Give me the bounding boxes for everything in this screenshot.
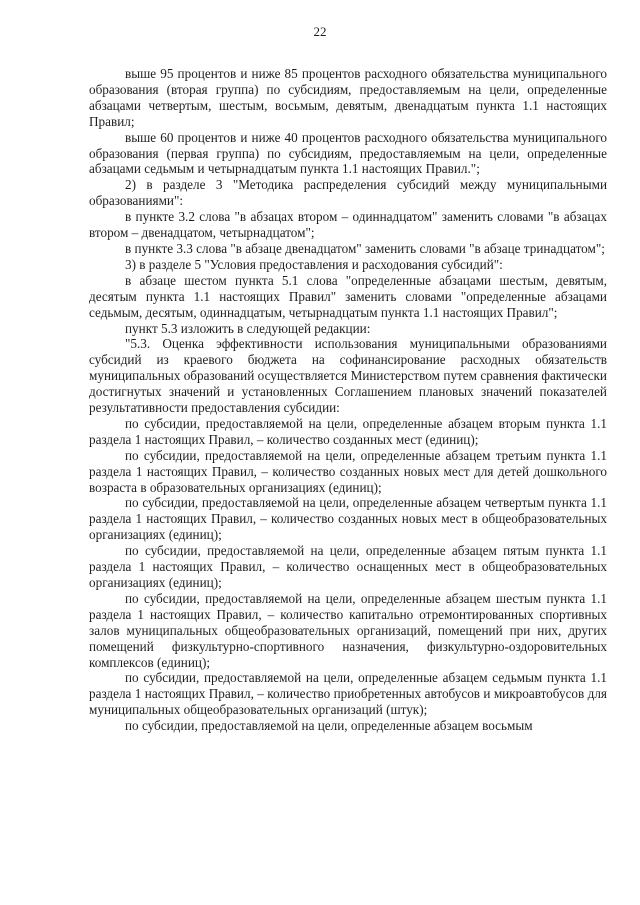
paragraph-13: по субсидии, предоставляемой на цели, определенные абзацем пятым пункта 1.1 раздела 1 настоящих Правил, – количество оснащенных мест в общеобразовательных организациях (единиц); [89, 543, 607, 590]
paragraph-15: по субсидии, предоставляемой на цели, определенные абзацем седьмым пункта 1.1 раздела 1 настоящих Правил, – количество приобретенных автобусов и микроавтобусов для муниципальных общеобразовательных организаций (штук); [89, 670, 607, 718]
paragraph-4: в пункте 3.2 слова "в абзацах втором – одиннадцатом" заменить словами "в абзацах втором – двенадцатом, четырнадцатом"; [89, 209, 607, 241]
paragraph-2: выше 60 процентов и ниже 40 процентов расходного обязательства муниципального образования (первая группа) по субсидиям, предоставляемым на цели, определенные абзацами седьмым и четырнадцатым пункта 1.1 настоящих Правил."; [89, 129, 607, 177]
paragraph-12: по субсидии, предоставляемой на цели, определенные абзацем четвертым пункта 1.1 раздела 1 настоящих Правил, – количество созданных новых мест в общеобразовательных организациях (единиц); [89, 495, 607, 543]
paragraph-5: в пункте 3.3 слова "в абзаце двенадцатом" заменить словами "в абзаце тринадцатом"; [125, 240, 605, 256]
paragraph-3: 2) в разделе 3 "Методика распределения субсидий между муниципальными образованиями": [89, 177, 607, 209]
paragraph-1: выше 95 процентов и ниже 85 процентов расходного обязательства муниципального образования (вторая группа) по субсидиям, предоставляемым на цели, определенные абзацами четвертым, шестым, восьмым, девятым, двенадцатым пункта 1.1 настоящих Правил; [89, 66, 607, 129]
paragraph-10: по субсидии, предоставляемой на цели, определенные абзацем вторым пункта 1.1 раздела 1 настоящих Правил, – количество созданных мест (единиц); [89, 415, 607, 447]
paragraph-8: пункт 5.3 изложить в следующей редакции: [125, 320, 371, 336]
page-number: 22 [313, 24, 327, 39]
paragraph-9: "5.3. Оценка эффективности использования муниципальными образованиями субсидий из краевого бюджета на софинансирование расходных обязательств муниципальных образований осуществляется Министерством путем сравнения фактически достигнутых значений и установленных Соглашением плановых значений показателей результативности предоставления субсидии: [89, 336, 607, 416]
paragraph-7: в абзаце шестом пункта 5.1 слова "определенные абзацами шестым, девятым, десятым пункта 1.1 настоящих Правил" заменить словами "определенные абзацами седьмым, десятым, одиннадцатым, четырнадцатым пункта 1.1 настоящих Правил"; [89, 272, 607, 320]
paragraph-16: по субсидии, предоставляемой на цели, определенные абзацем восьмым [125, 718, 533, 734]
document-body [89, 66, 607, 734]
paragraph-11: по субсидии, предоставляемой на цели, определенные абзацем третьим пункта 1.1 раздела 1 настоящих Правил, – количество созданных новых мест для детей дошкольного возраста в образовательных организациях (единиц); [89, 447, 607, 495]
paragraph-6: 3) в разделе 5 "Условия предоставления и расходования субсидий": [125, 256, 503, 272]
paragraph-14: по субсидии, предоставляемой на цели, определенные абзацем шестым пункта 1.1 раздела 1 настоящих Правил, – количество капитально отремонтированных спортивных залов муниципальных общеобразовательных организаций, помещений при них, других помещений физкультурно-спортивного назначения, физкультурно-оздоровительных комплексов (единиц); [89, 590, 607, 670]
